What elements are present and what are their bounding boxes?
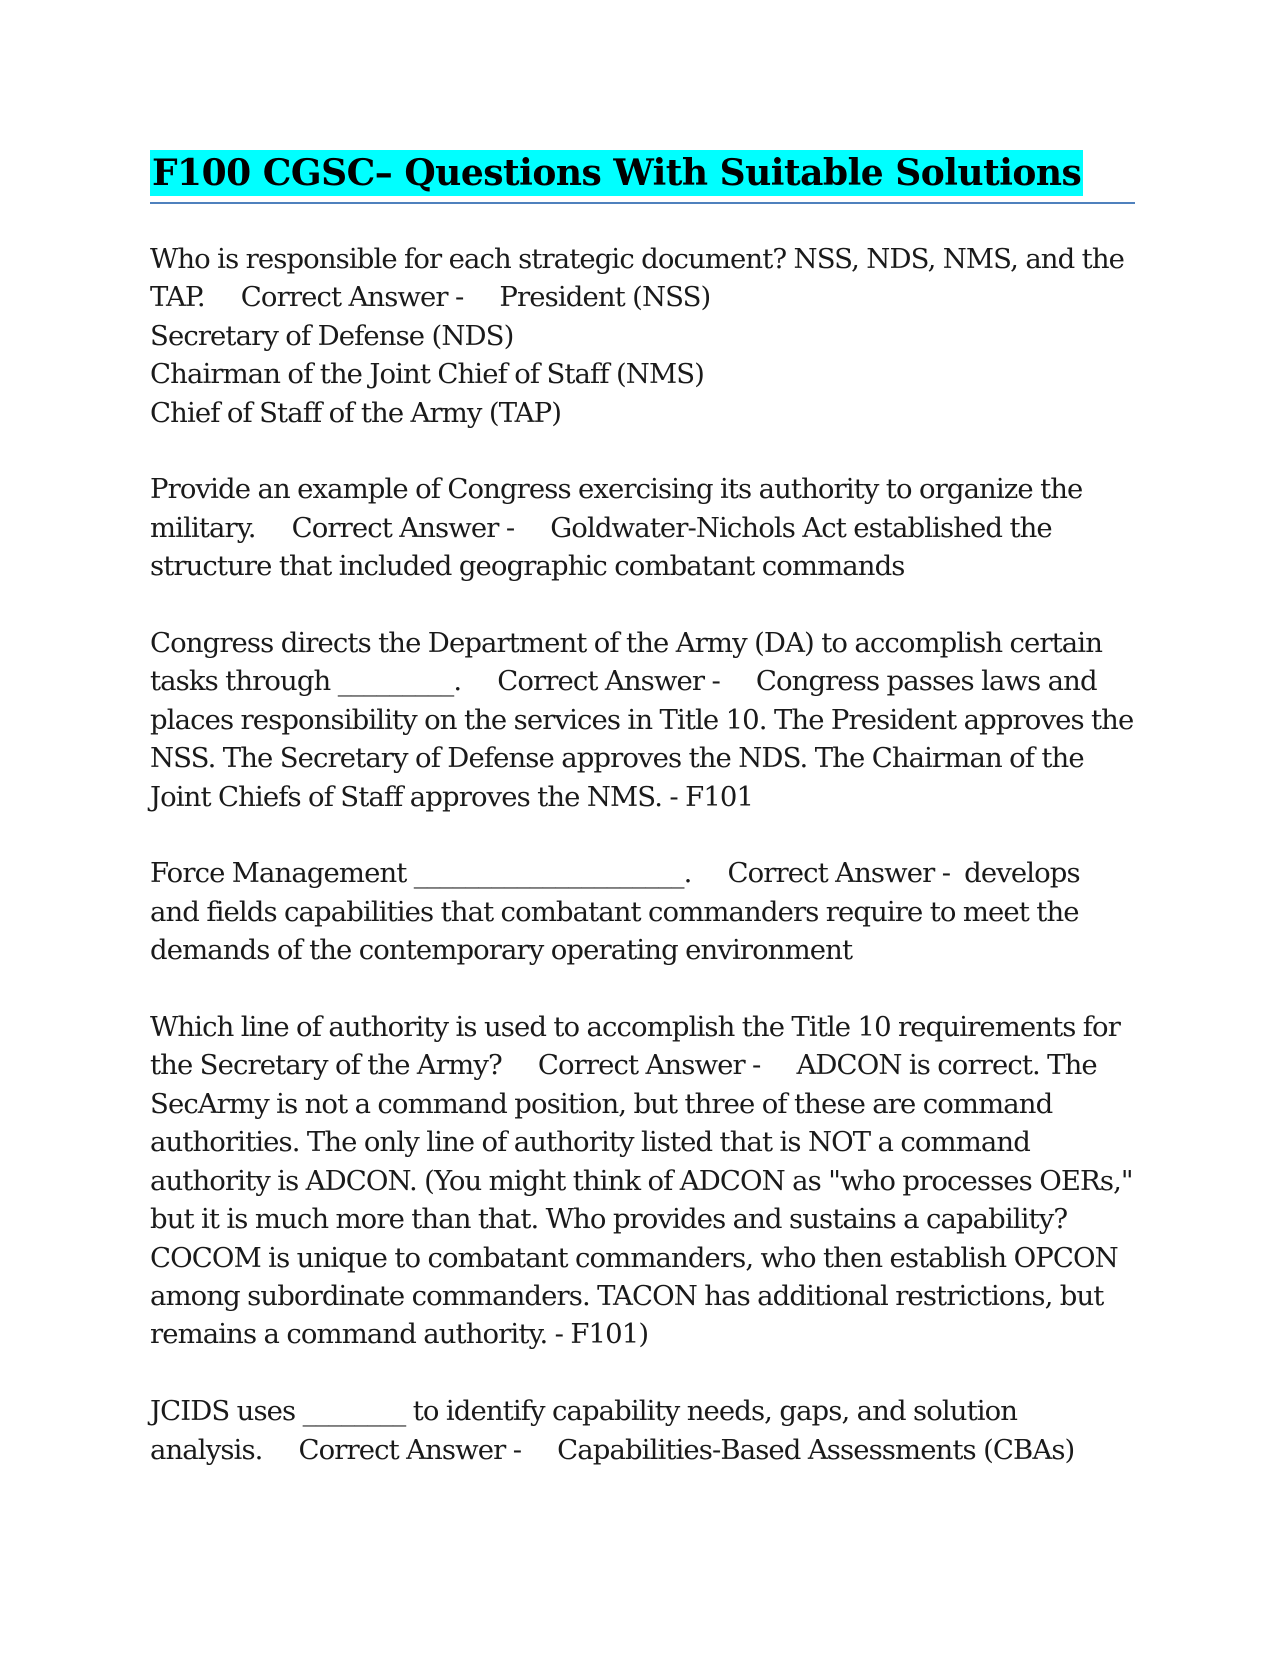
page-title: F100 CGSC– Questions With Suitable Solutions — [152, 152, 1082, 194]
correct-answer-label: Correct Answer - — [727, 857, 951, 890]
question-text: Which line of authority is used to accomplish the Title 10 requirements for the Secretary of the Army? — [150, 1011, 1120, 1082]
question-text: Force Management _____________________. — [150, 857, 692, 890]
title-block — [150, 150, 1135, 204]
answer-line: President (NSS) — [499, 281, 711, 314]
answer-text: Capabilities-Based Assessments (CBAs) — [557, 1433, 1075, 1466]
question-text: Congress directs the Department of the Army (DA) to accomplish certain tasks through _________. — [150, 627, 1103, 698]
correct-answer-label: Correct Answer - — [298, 1433, 522, 1466]
qa-item — [150, 470, 1135, 585]
qa-item — [150, 854, 1135, 969]
qa-item — [150, 240, 1135, 432]
answer-line: Chief of Staff of the Army (TAP) — [150, 396, 562, 429]
document-page — [150, 150, 1135, 1507]
answer-text: ADCON is correct. The SecArmy is not a command position, but three of these are command authorities. The only line of authority listed that is NOT a command authority is ADCON. (You might think of ADCON as "who processes OERs," but it is much more than that. Who provides and sustains a capability? COCOM is unique to combatant commanders, who then establish OPCON among subordinate commanders. TACON has additional restrictions, but remains a command authority. - F101) — [150, 1049, 1133, 1351]
answer-line: Secretary of Defense (NDS) — [150, 319, 514, 352]
question-text: JCIDS uses ________ to identify capability needs, gaps, and solution analysis. — [150, 1395, 1018, 1466]
correct-answer-label: Correct Answer - — [497, 665, 720, 698]
answer-line: Chairman of the Joint Chief of Staff (NMS) — [150, 358, 704, 391]
correct-answer-label: Correct Answer - — [291, 511, 515, 544]
question-text: Provide an example of Congress exercising its authority to organize the military. — [150, 473, 1083, 544]
answer-text: Goldwater-Nichols Act established the structure that included geographic combatant commands — [150, 511, 1052, 583]
answer-text: Congress passes laws and places responsibility on the services in Title 10. The President approves the NSS. The Secretary of Defense approves the NDS. The Chairman of the Joint Chiefs of Staff approves the NMS. - F101 — [150, 665, 1134, 813]
correct-answer-label: Correct Answer - — [537, 1049, 761, 1082]
qa-item — [150, 624, 1135, 816]
answer-text: develops and fields capabilities that combatant commanders require to meet the demands of the contemporary operating environment — [150, 857, 1080, 967]
qa-item — [150, 1392, 1135, 1469]
question-text: Who is responsible for each strategic document? NSS, NDS, NMS, and the TAP. — [150, 243, 1125, 314]
qa-item — [150, 1008, 1135, 1354]
correct-answer-label: Correct Answer - — [240, 281, 464, 314]
